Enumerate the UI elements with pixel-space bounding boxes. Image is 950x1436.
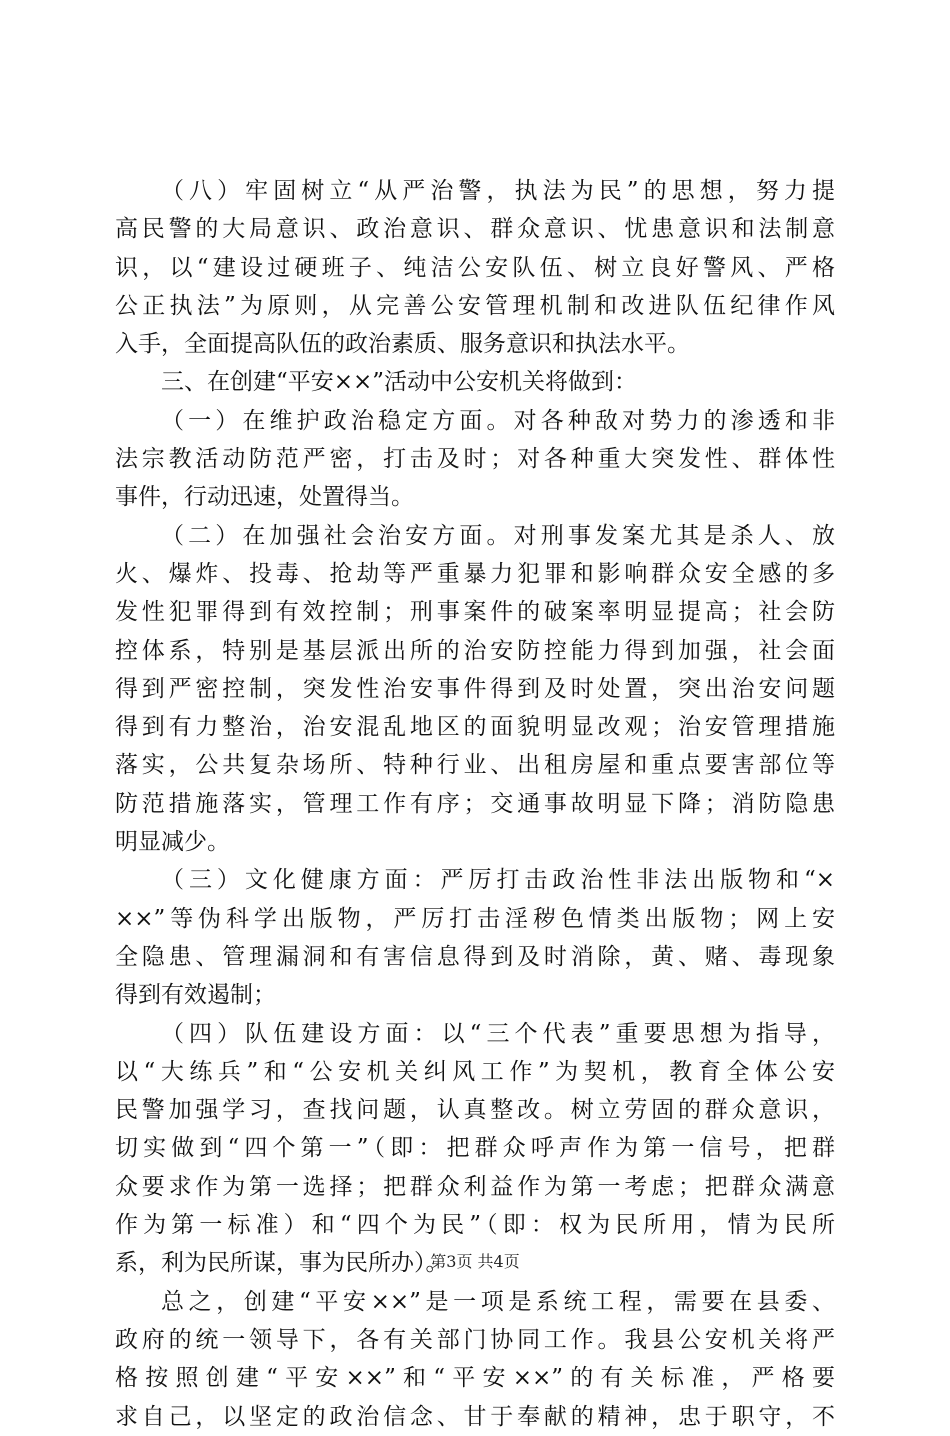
text-line: 作为第一标准）和“四个为民”（即：权为民所用，情为民所 — [115, 1212, 835, 1239]
text-line: 得到有力整治，治安混乱地区的面貌明显改观；治安管理措施 — [115, 714, 835, 741]
text-line: 落实，公共复杂场所、特种行业、出租房屋和重点要害部位等 — [115, 752, 835, 779]
text-line: 控体系，特别是基层派出所的治安防控能力得到加强，社会面 — [115, 637, 835, 664]
text-line: 明显减少。 — [115, 829, 230, 856]
text-line: 以“大练兵”和“公安机关纠风工作”为契机，教育全体公安 — [115, 1058, 835, 1085]
text-line: 防范措施落实，管理工作有序；交通事故明显下降；消防隐患 — [115, 790, 835, 817]
text-line: 切实做到“四个第一”（即：把群众呼声作为第一信号，把群 — [115, 1135, 835, 1162]
text-line: 入手，全面提高队伍的政治素质、服务意识和执法水平。 — [115, 331, 690, 358]
text-line: 公正执法”为原则，从完善公安管理机制和改进队伍纪律作风 — [115, 292, 835, 319]
text-line: 全隐患、管理漏洞和有害信息得到及时消除，黄、赌、毒现象 — [115, 943, 835, 970]
text-line: 得到有效遏制； — [115, 982, 276, 1009]
text-line: 总之，创建“平安××”是一项是系统工程，需要在县委、 — [161, 1288, 835, 1315]
text-line: 火、爆炸、投毒、抢劫等严重暴力犯罪和影响群众安全感的多 — [115, 560, 835, 587]
text-line: 三、在创建“平安××”活动中公安机关将做到： — [161, 369, 638, 396]
text-line: ××”等伪科学出版物，严厉打击淫秽色情类出版物；网上安 — [115, 905, 835, 932]
text-line: （一）在维护政治稳定方面。对各种敌对势力的渗透和非 — [161, 407, 835, 434]
text-line: 识，以“建设过硬班子、纯洁公安队伍、树立良好警风、严格 — [115, 254, 835, 281]
text-line: 高民警的大局意识、政治意识、群众意识、忧患意识和法制意 — [115, 216, 835, 243]
text-line: 系，利为民所谋，事为民所办）。 — [115, 1250, 449, 1277]
text-line: （八）牢固树立“从严治警，执法为民”的思想，努力提 — [161, 178, 835, 204]
text-line: 众要求作为第一选择；把群众利益作为第一考虑；把群众满意 — [115, 1173, 835, 1200]
text-line: 法宗教活动防范严密，打击及时；对各种重大突发性、群体性 — [115, 446, 835, 473]
document-body — [115, 172, 835, 1436]
text-line: 政府的统一领导下，各有关部门协同工作。我县公安机关将严 — [115, 1326, 835, 1353]
text-line: 得到严密控制，突发性治安事件得到及时处置，突出治安问题 — [115, 675, 835, 702]
text-line: 格按照创建“平安××”和“平安××”的有关标准，严格要 — [115, 1365, 835, 1392]
text-line: 发性犯罪得到有效控制；刑事案件的破案率明显提高；社会防 — [115, 599, 835, 626]
page-footer: 第3页 共4页 — [430, 1252, 520, 1271]
text-line: 求自己，以坚定的政治信念、甘于奉献的精神，忠于职守，不 — [115, 1403, 835, 1430]
text-line: （三）文化健康方面：严厉打击政治性非法出版物和“× — [161, 867, 835, 894]
text-line: 民警加强学习，查找问题，认真整改。树立劳固的群众意识， — [115, 1097, 835, 1124]
text-line: （二）在加强社会治安方面。对刑事发案尤其是杀人、放 — [161, 522, 835, 549]
text-line: （四）队伍建设方面：以“三个代表”重要思想为指导， — [161, 1020, 835, 1047]
text-line: 事件，行动迅速，处置得当。 — [115, 484, 414, 511]
